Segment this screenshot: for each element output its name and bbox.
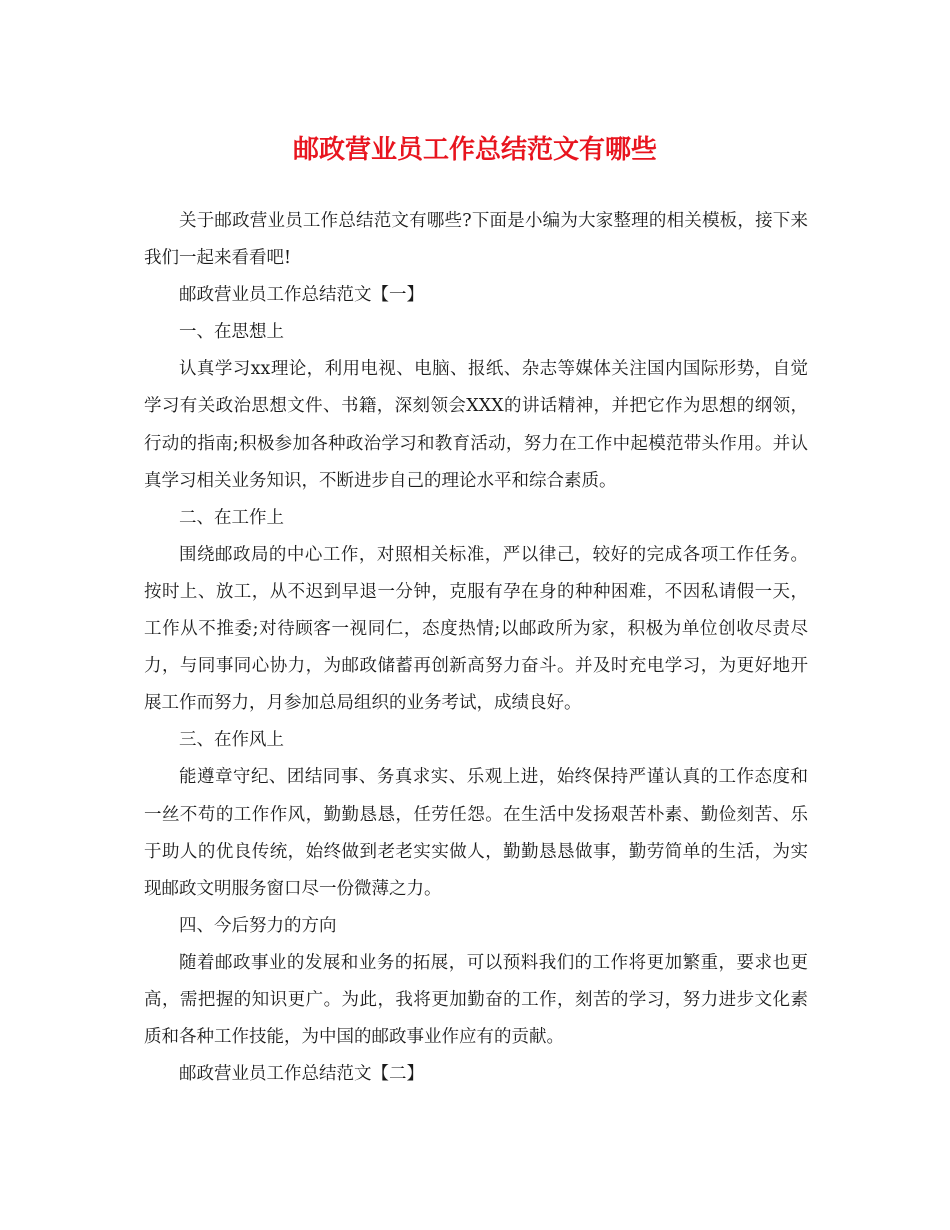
intro-paragraph: 关于邮政营业员工作总结范文有哪些?下面是小编为大家整理的相关模板，接下来我们一起来看看吧! — [144, 211, 808, 269]
paragraph-style: 能遵章守纪、团结同事、务真求实、乐观上进，始终保持严谨认真的工作态度和一丝不苟的工作作风，勤勤恳恳，任劳任怨。在生活中发扬艰苦朴素、勤俭刻苦、乐于助人的优良传统，始终做到老老实实做人，勤勤恳恳做事，勤劳简单的生活，为实现邮政文明服务窗口尽一份微薄之力。 — [144, 767, 808, 899]
document-body — [144, 203, 808, 1093]
paragraph-future: 随着邮政事业的发展和业务的拓展，可以预料我们的工作将更加繁重，要求也更高，需把握的知识更广。为此，我将更加勤奋的工作，刻苦的学习，努力进步文化素质和各种工作技能，为中国的邮政事业作应有的贡献。 — [144, 952, 808, 1048]
section-heading-sample-1: 邮政营业员工作总结范文【一】 — [179, 285, 424, 306]
paragraph-thought: 认真学习xx理论，利用电视、电脑、报纸、杂志等媒体关注国内国际形势，自觉学习有关政治思想文件、书籍，深刻领会XXX的讲话精神，并把它作为思想的纲领，行动的指南;积极参加各种政治学习和教育活动，努力在工作中起模范带头作用。并认真学习相关业务知识，不断进步自己的理论水平和综合素质。 — [144, 359, 808, 491]
subheading-style: 三、在作风上 — [179, 730, 284, 751]
subheading-thought: 一、在思想上 — [179, 322, 284, 343]
subheading-work: 二、在工作上 — [179, 507, 284, 528]
paragraph-work: 围绕邮政局的中心工作，对照相关标准，严以律己，较好的完成各项工作任务。按时上、放工，从不迟到早退一分钟，克服有孕在身的种种困难，不因私请假一天，工作从不推委;对待顾客一视同仁，态度热情;以邮政所为家，积极为单位创收尽责尽力，与同事同心协力，为邮政储蓄再创新高努力奋斗。并及时充电学习，为更好地开展工作而努力，月参加总局组织的业务考试，成绩良好。 — [144, 544, 808, 714]
subheading-future: 四、今后努力的方向 — [179, 915, 337, 936]
document-title: 邮政营业员工作总结范文有哪些 — [292, 135, 657, 165]
section-heading-sample-2: 邮政营业员工作总结范文【二】 — [179, 1064, 424, 1085]
